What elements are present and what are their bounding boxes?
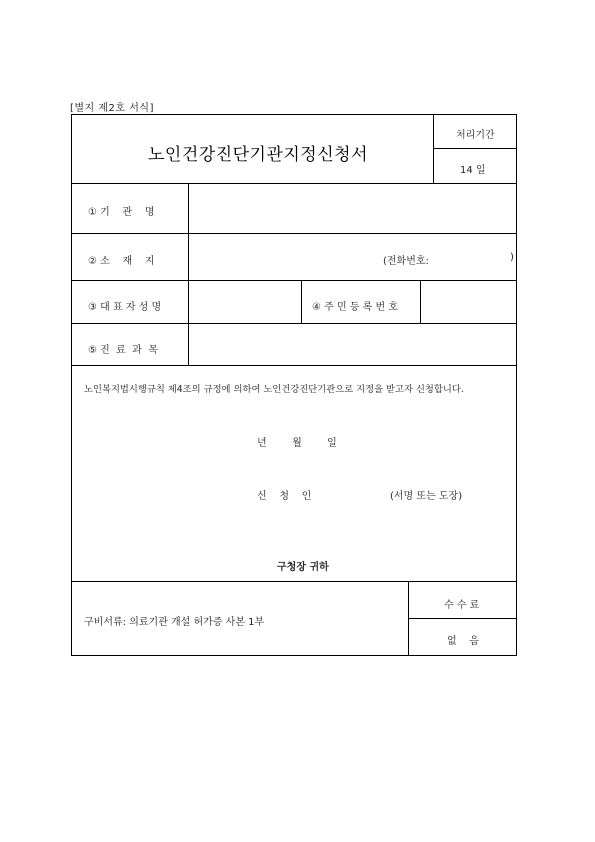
rule-fee-divider: [408, 581, 409, 655]
rule-fee: [408, 618, 516, 619]
representative-field[interactable]: [196, 286, 296, 318]
rule-rep-divider: [301, 280, 302, 323]
rule-resident-divider: [420, 280, 421, 323]
phone-label: (전화번호:: [383, 256, 429, 267]
departments-label: ⑤ 진 료 과 목: [88, 345, 158, 356]
signature-hint: (서명 또는 도장): [390, 491, 463, 502]
rule-title-bottom: [72, 183, 516, 184]
rule-body-bottom: [72, 581, 516, 582]
rule-row2: [72, 280, 516, 281]
applicant-label: 신 청 인: [257, 491, 312, 502]
rule-row3: [72, 323, 516, 324]
departments-field[interactable]: [196, 329, 510, 361]
fee-label: 수 수 료: [444, 600, 480, 611]
location-label: ② 소 재 지: [88, 256, 155, 267]
phone-field[interactable]: [446, 243, 508, 273]
processing-period-label: 처리기간: [456, 130, 495, 141]
date-line: 년 월 일: [257, 438, 337, 449]
institution-name-field[interactable]: [198, 195, 508, 227]
rule-processing: [433, 148, 516, 149]
fee-value: 없 음: [447, 636, 480, 647]
form-title: 노인건강진단기관지정신청서: [148, 145, 368, 165]
applicant-signature-field[interactable]: [342, 479, 382, 503]
rule-title-divider: [433, 115, 434, 183]
resident-number-label: ④ 주 민 등 록 번 호: [312, 302, 398, 313]
institution-name-label: ① 기 관 명: [88, 207, 155, 218]
location-field[interactable]: [198, 239, 378, 275]
resident-number-field[interactable]: [426, 286, 510, 318]
required-documents: 구비서류: 의료기관 개설 허가증 사본 1부: [84, 617, 265, 628]
application-statement: 노인복지법시행규칙 제4조의 규정에 의하여 노인건강진단기관으로 지정을 받고자 신청합니다.: [84, 384, 464, 395]
representative-label: ③ 대 표 자 성 명: [88, 302, 162, 313]
phone-close-paren: ): [510, 252, 514, 263]
addressee: 구청장 귀하: [277, 562, 329, 573]
processing-period-value: 14 일: [460, 165, 486, 176]
rule-row1: [72, 233, 516, 234]
rule-row4: [72, 365, 516, 366]
rule-label-column: [188, 183, 189, 365]
application-form: [71, 114, 517, 656]
form-number-label: [별지 제2호 서식]: [70, 103, 154, 114]
